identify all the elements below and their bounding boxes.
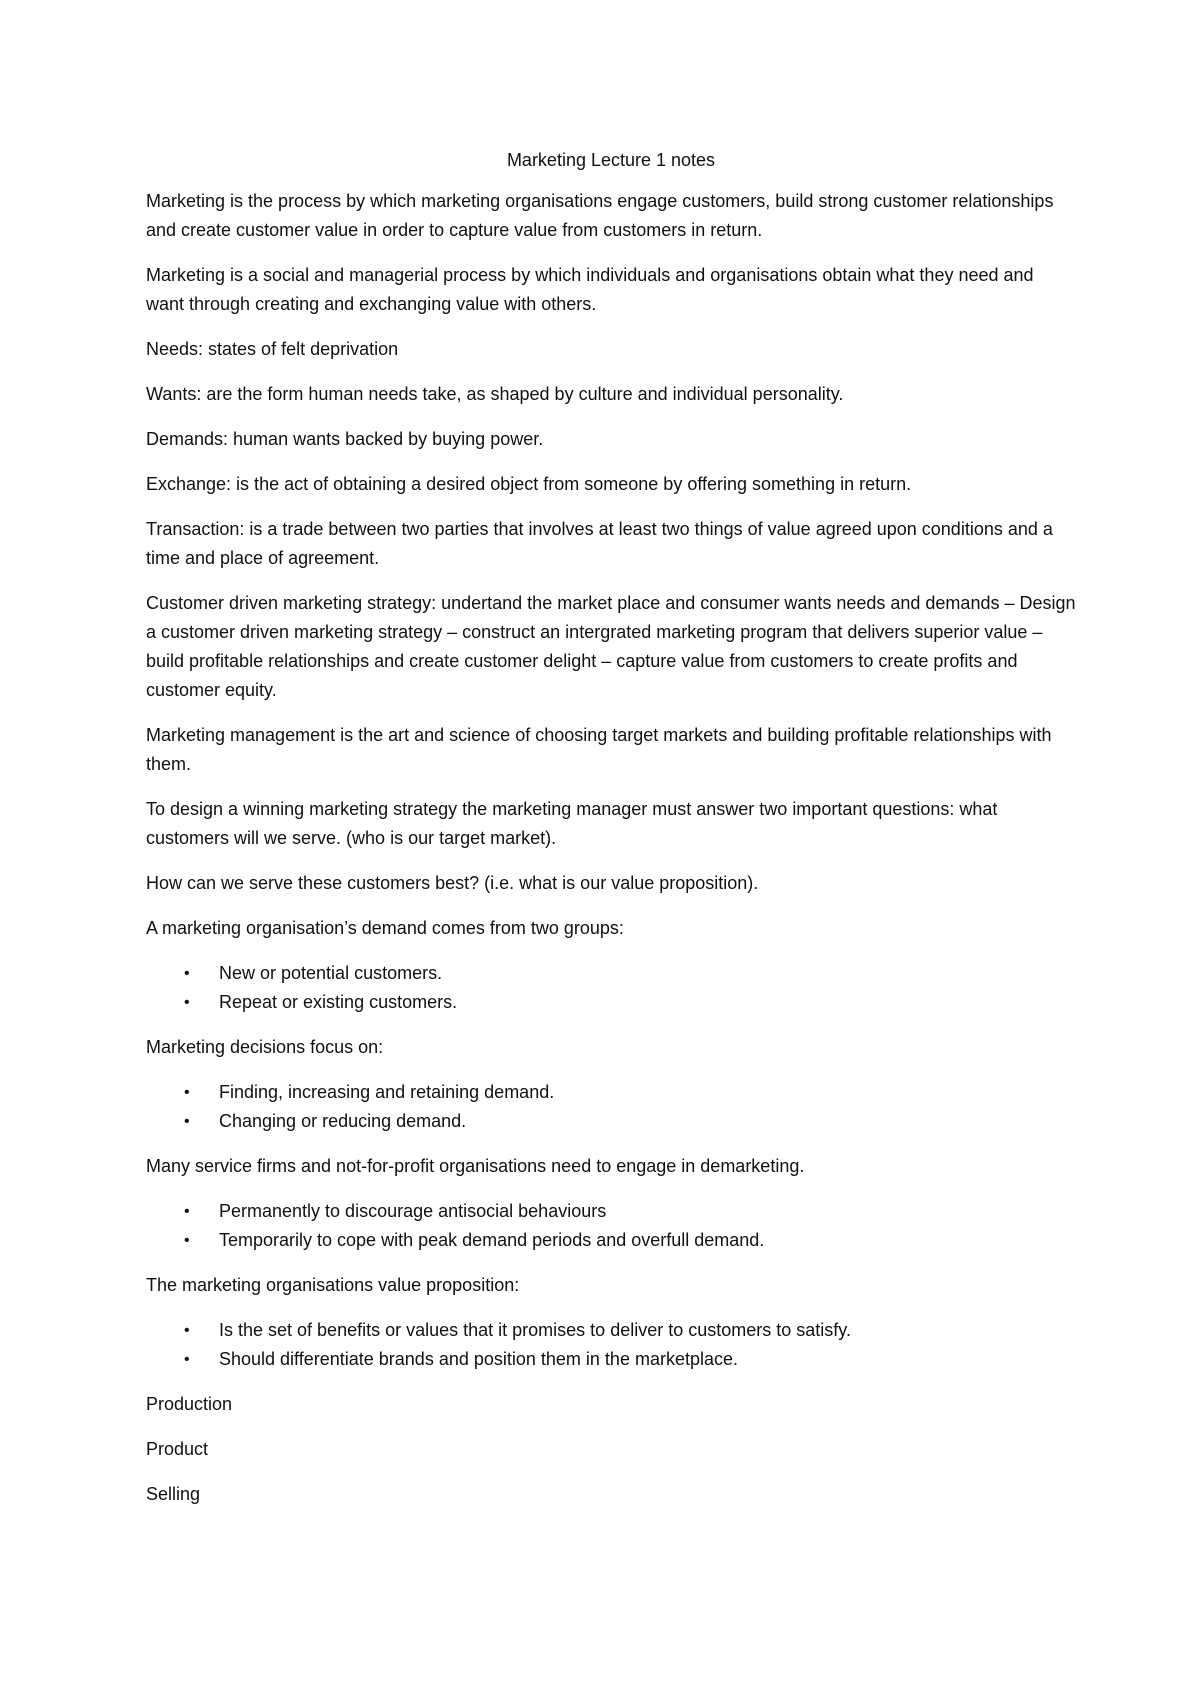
bullet-list-decisions: [146, 1078, 1076, 1136]
paragraph-wants: Wants: are the form human needs take, as shaped by culture and individual personality.: [146, 384, 844, 404]
document-title: Marketing Lecture 1 notes: [506, 150, 716, 170]
paragraph-exchange: Exchange: is the act of obtaining a desired object from someone by offering something in return.: [146, 474, 912, 494]
list-item: • Temporarily to cope with peak demand periods and overfull demand.: [146, 1226, 1076, 1255]
paragraph-marketing-definition: Marketing is the process by which marketing organisations engage customers, build strong customer relationships and create customer value in order to capture value from customers in return.: [146, 191, 1054, 240]
list-item: • Is the set of benefits or values that it promises to deliver to customers to satisfy.: [146, 1316, 1076, 1345]
bullet-icon: •: [184, 1084, 190, 1101]
paragraph-value-proposition: The marketing organisations value proposition:: [146, 1275, 520, 1295]
paragraph-transaction: Transaction: is a trade between two parties that involves at least two things of value agreed upon conditions and a time and place of agreement.: [146, 519, 1053, 568]
list-item: • New or potential customers.: [146, 959, 1076, 988]
paragraph-demand-groups: A marketing organisation’s demand comes from two groups:: [146, 918, 624, 938]
bullet-icon: •: [184, 1203, 190, 1220]
concept-production: Production: [146, 1394, 233, 1414]
concept-product: Product: [146, 1439, 209, 1459]
paragraph-social-managerial-process: Marketing is a social and managerial process by which individuals and organisations obtain what they need and want through creating and exchanging value with others.: [146, 265, 1034, 314]
list-item: • Finding, increasing and retaining demand.: [146, 1078, 1076, 1107]
bullet-icon: •: [184, 965, 190, 982]
list-item: • Repeat or existing customers.: [146, 988, 1076, 1017]
bullet-list-demand-groups: [146, 959, 1076, 1017]
list-item: • Should differentiate brands and position them in the marketplace.: [146, 1345, 1076, 1374]
bullet-icon: •: [184, 1351, 190, 1368]
list-item: • Permanently to discourage antisocial behaviours: [146, 1197, 1076, 1226]
list-item: • Changing or reducing demand.: [146, 1107, 1076, 1136]
bullet-list-value-proposition: [146, 1316, 1076, 1374]
document-body: [146, 146, 1076, 1525]
paragraph-marketing-management: Marketing management is the art and science of choosing target markets and building profitable relationships with them.: [146, 725, 1052, 774]
paragraph-decisions-focus: Marketing decisions focus on:: [146, 1037, 384, 1057]
concept-selling: Selling: [146, 1484, 201, 1504]
bullet-icon: •: [184, 1113, 190, 1130]
concepts-list: [146, 1390, 1076, 1509]
paragraph-demands: Demands: human wants backed by buying power.: [146, 429, 544, 449]
paragraph-demarketing: Many service firms and not-for-profit organisations need to engage in demarketing.: [146, 1156, 805, 1176]
paragraph-needs: Needs: states of felt deprivation: [146, 339, 399, 359]
bullet-list-demarketing: [146, 1197, 1076, 1255]
bullet-icon: •: [184, 1232, 190, 1249]
bullet-icon: •: [184, 1322, 190, 1339]
paragraph-winning-strategy: To design a winning marketing strategy the marketing manager must answer two important questions: what customers will we serve. (who is our target market).: [146, 799, 998, 848]
bullet-icon: •: [184, 994, 190, 1011]
paragraph-customer-driven-strategy: Customer driven marketing strategy: undertand the market place and consumer wants needs and demands – Design a customer driven marketing strategy – construct an intergrated marketing program that delivers superior value – build profitable relationships and create customer delight – capture value from customers to create profits and customer equity.: [146, 593, 1076, 700]
paragraph-serve-best: How can we serve these customers best? (i.e. what is our value proposition).: [146, 873, 759, 893]
